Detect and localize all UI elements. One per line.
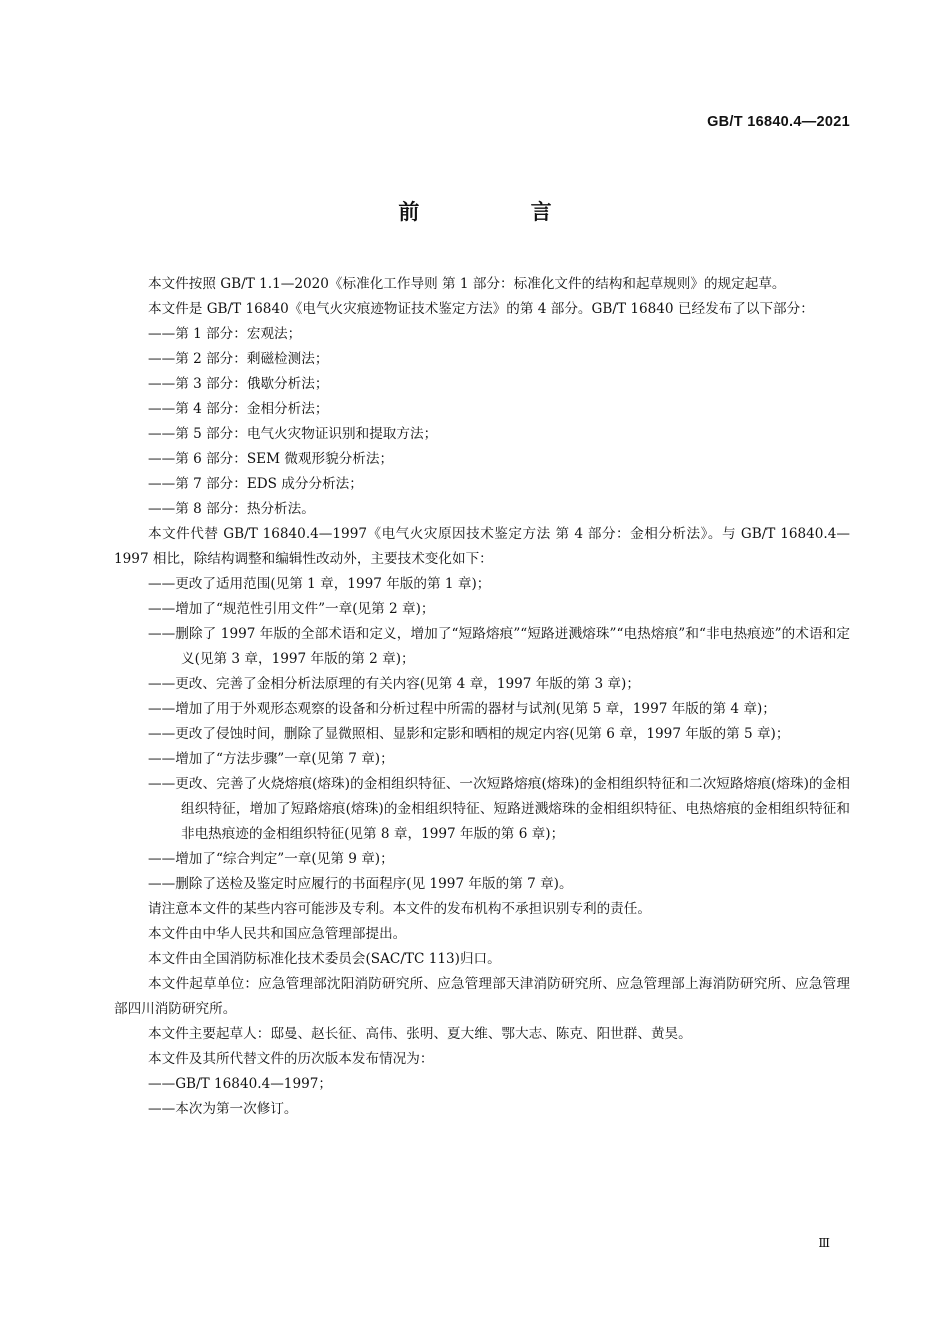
paragraph: 本文件是 GB/T 16840《电气火灾痕迹物证技术鉴定方法》的第 4 部分。GB/T 16840 已经发布了以下部分： <box>148 301 814 317</box>
list-item: ——更改、完善了火烧熔痕(熔珠)的金相组织特征、一次短路熔痕(熔珠)的金相组织特征和二次短路熔痕(熔珠)的金相组织特征，增加了短路熔痕(熔珠)的金相组织特征、短路迸溅熔珠的金相组织特征、电热熔痕的金相组织特征和非电热痕迹的金相组织特征(见第 8 章，1997 年版的第 6 章)； <box>148 776 850 842</box>
list-item: ——更改了侵蚀时间，删除了显微照相、显影和定影和晒相的规定内容(见第 6 章，1997 年版的第 5 章)； <box>148 726 790 742</box>
document-body <box>114 272 850 1122</box>
list-item: ——第 3 部分：俄歇分析法； <box>148 376 329 392</box>
paragraph: 本文件及其所代替文件的历次版本发布情况为： <box>148 1051 434 1067</box>
list-item: ——增加了用于外观形态观察的设备和分析过程中所需的器材与试剂(见第 5 章，1997 年版的第 4 章)； <box>148 701 776 717</box>
standard-number: GB/T 16840.4—2021 <box>707 114 850 130</box>
list-item: ——第 4 部分：金相分析法； <box>148 401 329 417</box>
list-item: ——第 8 部分：热分析法。 <box>148 501 315 517</box>
list-item: ——第 5 部分：电气火灾物证识别和提取方法； <box>148 426 438 442</box>
paragraph: 本文件主要起草人：邸曼、赵长征、高伟、张明、夏大维、鄂大志、陈克、阳世群、黄昊。 <box>148 1026 692 1042</box>
list-item: ——删除了 1997 年版的全部术语和定义，增加了“短路熔痕”“短路迸溅熔珠”“电热熔痕”和“非电热痕迹”的术语和定义(见第 3 章，1997 年版的第 2 章)； <box>148 626 850 667</box>
list-item: ——更改了适用范围(见第 1 章，1997 年版的第 1 章)； <box>148 576 491 592</box>
paragraph: 本文件代替 GB/T 16840.4—1997《电气火灾原因技术鉴定方法 第 4 部分：金相分析法》。与 GB/T 16840.4—1997 相比，除结构调整和编辑性改动外，主要技术变化如下： <box>114 526 850 567</box>
list-item: ——本次为第一次修订。 <box>148 1101 298 1117</box>
page-title: 前 言 <box>398 200 604 224</box>
list-item: ——更改、完善了金相分析法原理的有关内容(见第 4 章，1997 年版的第 3 章)； <box>148 676 640 692</box>
list-item: ——第 7 部分：EDS 成分分析法； <box>148 476 363 492</box>
list-item: ——第 1 部分：宏观法； <box>148 326 302 342</box>
list-item: ——增加了“规范性引用文件”一章(见第 2 章)； <box>148 601 435 617</box>
list-item: ——增加了“方法步骤”一章(见第 7 章)； <box>148 751 394 767</box>
list-item: ——删除了送检及鉴定时应履行的书面程序(见 1997 年版的第 7 章)。 <box>148 876 573 892</box>
list-item: ——GB/T 16840.4—1997； <box>148 1076 333 1092</box>
paragraph: 请注意本文件的某些内容可能涉及专利。本文件的发布机构不承担识别专利的责任。 <box>148 901 651 917</box>
list-item: ——增加了“综合判定”一章(见第 9 章)； <box>148 851 394 867</box>
paragraph: 本文件按照 GB/T 1.1—2020《标准化工作导则 第 1 部分：标准化文件的结构和起草规则》的规定起草。 <box>148 276 786 292</box>
page-number: Ⅲ <box>818 1236 830 1250</box>
paragraph: 本文件由中华人民共和国应急管理部提出。 <box>148 926 407 942</box>
paragraph: 本文件起草单位：应急管理部沈阳消防研究所、应急管理部天津消防研究所、应急管理部上海消防研究所、应急管理部四川消防研究所。 <box>114 976 850 1017</box>
list-item: ——第 2 部分：剩磁检测法； <box>148 351 329 367</box>
list-item: ——第 6 部分：SEM 微观形貌分析法； <box>148 451 394 467</box>
paragraph: 本文件由全国消防标准化技术委员会(SAC/TC 113)归口。 <box>148 951 501 967</box>
